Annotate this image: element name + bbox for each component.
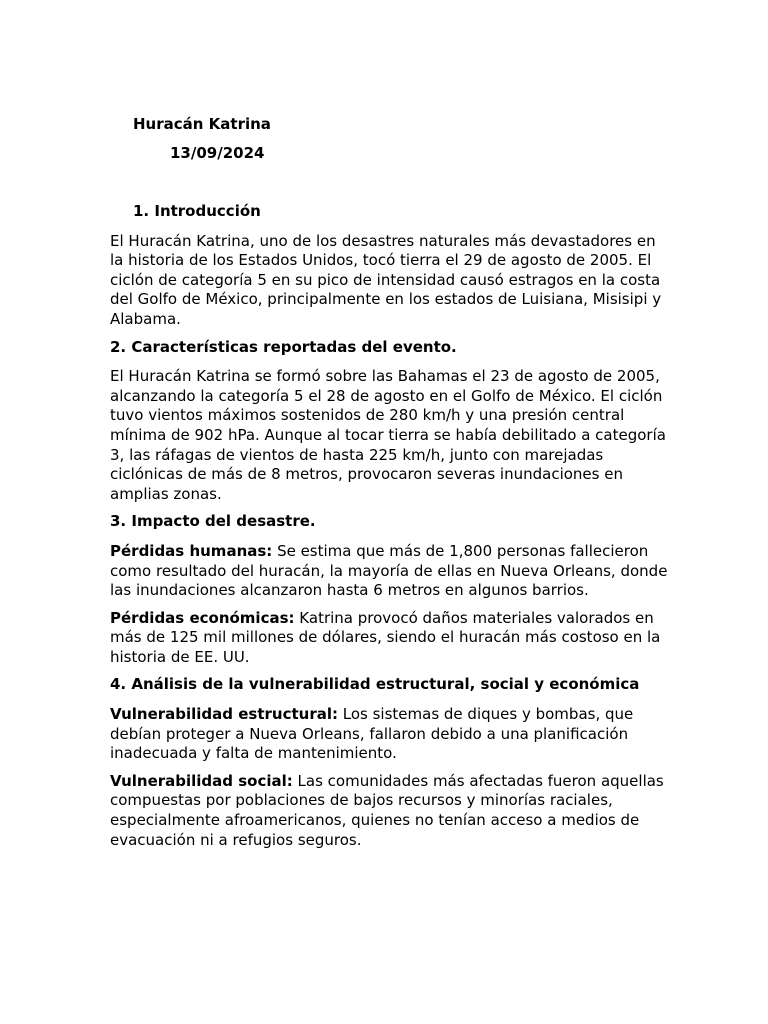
human-losses-label: Pérdidas humanas: [110,541,273,560]
structural-vulnerability-text: Los sistemas de diques y bombas, que debían proteger a Nueva Orleans, fallaron debido a una planificación inadecuada y falta de mantenimiento. [110,705,634,763]
document-body [110,202,670,858]
economic-losses-text: Katrina provocó daños materiales valorados en más de 125 mil millones de dólares, siendo el huracán más costoso en la historia de EE. UU. [110,608,661,666]
paragraph-human-losses [110,542,670,601]
economic-losses-label: Pérdidas económicas: [110,608,295,627]
social-vulnerability-text: Las comunidades más afectadas fueron aquellas compuestas por poblaciones de bajos recursos y minorías raciales, especialmente afroamericanos, quienes no tenían acceso a medios de evacuación ni a refugios seguros. [110,771,664,849]
paragraph-introduction: El Huracán Katrina, uno de los desastres naturales más devastadores en la historia de los Estados Unidos, tocó tierra el 29 de agosto de 2005. El ciclón de categoría 5 en su pico de intensidad causó estragos en la costa del Golfo de México, principalmente en los estados de Luisiana, Misisipi y Alabama. [110,231,662,328]
paragraph-economic-losses [110,609,670,668]
paragraph-structural-vulnerability [110,705,670,764]
document-date: 13/09/2024 [170,144,265,162]
section-heading-characteristics: 2. Características reportadas del evento. [110,337,457,356]
section-heading-vulnerability: 4. Análisis de la vulnerabilidad estructural, social y económica [110,675,640,694]
document-title: Huracán Katrina [133,115,271,133]
section-heading-introduction: 1. Introducción [133,202,261,220]
paragraph-characteristics: El Huracán Katrina se formó sobre las Bahamas el 23 de agosto de 2005, alcanzando la categoría 5 el 28 de agosto en el Golfo de México. El ciclón tuvo vientos máximos sostenidos de 280 km/h y una presión central mínima de 902 hPa. Aunque al tocar tierra se había debilitado a categoría 3, las ráfagas de vientos de hasta 225 km/h, junto con marejadas ciclónicas de más de 8 metros, provocaron severas inundaciones en amplias zonas. [110,367,666,503]
social-vulnerability-label: Vulnerabilidad social: [110,771,293,790]
structural-vulnerability-label: Vulnerabilidad estructural: [110,705,338,724]
human-losses-text: Se estima que más de 1,800 personas fallecieron como resultado del huracán, la mayoría de ellas en Nueva Orleans, donde las inundaciones alcanzaron hasta 6 metros en algunos barrios. [110,541,668,600]
paragraph-social-vulnerability [110,772,670,850]
section-heading-impact: 3. Impacto del desastre. [110,512,316,531]
